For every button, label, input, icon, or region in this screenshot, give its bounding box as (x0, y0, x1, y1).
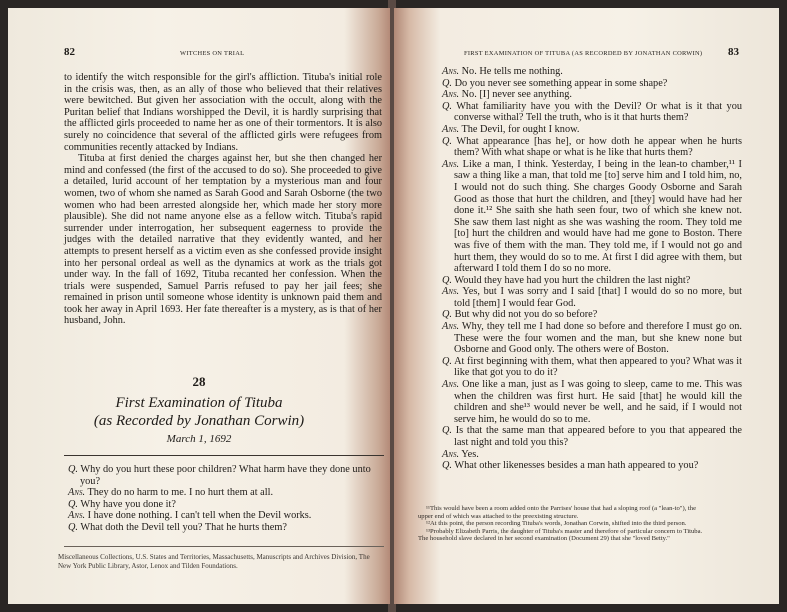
footnote: ¹²At this point, the person recording Tituba's words, Jonathan Corwin, shifted into the third person. (426, 520, 687, 528)
speaker-label: Ans. (442, 66, 460, 77)
right-exchanges (442, 66, 742, 472)
speaker-label: Ans. (68, 487, 86, 499)
speaker-label: Q. (442, 135, 453, 147)
exchange (442, 286, 742, 309)
chapter-title (8, 394, 390, 430)
speaker-label: Q. (442, 274, 453, 286)
speaker-label: Ans. (442, 123, 460, 135)
speaker-label: Ans. (442, 158, 460, 170)
chapter-title-line: (as Recorded by Jonathan Corwin) (93, 413, 305, 429)
left-exchanges (68, 464, 382, 534)
exchange-text: They do no harm to me. I no hurt them at all. (87, 487, 274, 499)
chapter-title-line: First Examination of Tituba (115, 395, 283, 411)
exchange (442, 460, 742, 472)
exchange (442, 124, 742, 136)
speaker-label: Ans. (68, 510, 86, 522)
exchange (442, 356, 742, 379)
exchange-text: What appearance [has he], or how doth he appear when he hurts them? With what shape or what is he like that hurts them? (454, 135, 742, 159)
exchange (442, 136, 742, 159)
speaker-label: Q. (68, 521, 79, 533)
exchange-text: Why do you hurt these poor children? What harm have they done unto you? (80, 464, 371, 487)
speaker-label: Ans. (442, 89, 460, 101)
exchange-text: No. He tells me nothing. (461, 66, 563, 77)
exchange-text: Is that the same man that appeared before to you that appeared the last night and told you this? (454, 425, 742, 448)
speaker-label: Q. (442, 100, 453, 112)
exchange (442, 275, 742, 287)
exchange (68, 510, 382, 522)
paragraph: Tituba at first denied the charges against her, but she then changed her mind and confessed (the first of the accused to do so). She proceeded to give a detailed, lurid account of her temptation by a mysterious man and four women, two of whom she named as Sarah Good and Sarah Osborne (the two women who had been arrested alongside her, which made her story more plausible). She did not name anyone else as a fellow witch. Tituba's rapid surrender under interrogation, her subsequent eagerness to provide the judges with the detailed narrative that they evidently wanted, and her attempts to present herself as a victim even as she confessed provide insight into her personal ordeal as well as the dynamics at work as the trials got under way. In the fall of 1692, Tituba recanted her confession. When the trials were suspended, Samuel Parris refused to pay her jail fees; she remained in prison until someone whose identity is unknown paid them and took her away in April 1693. Her fate thereafter is a mystery, as is that of her husband, John. (64, 153, 382, 327)
speaker-label: Q. (442, 460, 453, 472)
credit-rule (64, 546, 384, 547)
exchange-text: No. [I] never see anything. (461, 89, 572, 101)
exchange-text: The Devil, for ought I know. (461, 123, 580, 135)
exchange (442, 309, 742, 321)
right-page (394, 8, 779, 604)
speaker-label: Q. (442, 77, 453, 89)
section-rule (64, 455, 384, 456)
exchange (442, 449, 742, 461)
left-page (8, 8, 390, 604)
left-body-text (64, 72, 382, 327)
footnotes (418, 505, 708, 543)
exchange (68, 464, 382, 487)
exchange-text: But why did not you do so before? (454, 309, 598, 321)
exchange (442, 379, 742, 425)
exchange (68, 487, 382, 499)
speaker-label: Ans. (442, 379, 460, 391)
exchange (442, 66, 742, 78)
exchange (442, 321, 742, 356)
exchange (442, 425, 742, 448)
exchange-text: Would they have had you hurt the children the last night? (454, 274, 691, 286)
exchange-text: One like a man, just as I was going to sleep, came to me. This was when the children was first hurt. He said [that] he would kill the children and she¹³ would never be well, and he said, if I would not serve him, he would do so to me. (454, 379, 742, 425)
exchange-text: At first beginning with them, what then appeared to you? What was it like that got you to do it? (454, 355, 742, 379)
exchange (442, 89, 742, 101)
exchange-text: Why have you done it? (80, 498, 176, 510)
speaker-label: Q. (442, 309, 453, 321)
running-head: FIRST EXAMINATION OF TITUBA (AS RECORDED BY JONATHAN CORWIN) (464, 50, 703, 57)
speaker-label: Ans. (442, 321, 460, 333)
exchange (68, 499, 382, 511)
exchange-text: Yes. (461, 448, 479, 460)
exchange (68, 522, 382, 534)
speaker-label: Q. (442, 425, 453, 437)
exchange (442, 101, 742, 124)
footnote: ¹¹This would have been a room added onto the Parrises' house that had a sloping roof (a "lean-to"), the upper end of which was attached to the preexisting structure. (418, 505, 696, 520)
speaker-label: Q. (68, 498, 79, 510)
speaker-label: Ans. (442, 448, 460, 460)
exchange-text: What familiarity have you with the Devil? Or what is it that you converse withal? Tell the truth, who is it that hurts them? (454, 100, 742, 124)
running-head: WITCHES ON TRIAL (180, 50, 245, 57)
speaker-label: Q. (68, 464, 79, 475)
exchange (442, 78, 742, 90)
exchange-text: What other likenesses besides a man hath appeared to you? (454, 460, 699, 472)
exchange-text: Like a man, I think. Yesterday, I being in the lean-to chamber,¹¹ I saw a thing like a man, that told me [to] serve him and I told him, no, I would not do such thing. She charges Goody Osborne and Sarah Good as those that hurt the children, and [they] would have had her done it.¹² She saith she hath seen four, two of which she knew not. She saw them last night as she was washing the room. They told me [to] hurt the children and would have had me gone to Boston. There was five of them with the man. They told me, if I would not go and hurt them, they would do so to me. At first I did agree with them, but afterward I told them I do so no more. (454, 158, 742, 275)
paragraph: to identify the witch responsible for the girl's affliction. Tituba's initial role in the crisis was, then, as an ally of those who believed that their relatives were bewitched. But given her association with the occult, along with the Puritan belief that Indians worshipped the Devil, it is hardly surprising that the afflicted girls proceeded to name her as one of their tormentors. It is also surely no coincidence that several of the afflicted girls were refugees from communities recently attacked by Indians. (64, 72, 382, 153)
chapter-number: 28 (192, 374, 206, 389)
speaker-label: Ans. (442, 286, 460, 298)
speaker-label: Q. (442, 355, 453, 367)
page-number: 83 (728, 46, 739, 58)
page-number: 82 (64, 46, 75, 58)
source-credit: Miscellaneous Collections, U.S. States and Territories, Massachusetts, Manuscripts and Archives Division, The New York Public Library, Astor, Lenox and Tilden Foundations. (58, 553, 370, 570)
exchange (442, 159, 742, 275)
footnote: ¹³Probably Elizabeth Parris, the daughter of Tituba's master and therefore of particular concern to Tituba. The household slave declared in her second examination (Document 29) that she "loved Betty." (418, 527, 703, 543)
exchange-text: Why, they tell me I had done so before and therefore I must go on. These were the four women and the man, but she knew none but Osborne and Good only. The others were of Boston. (454, 321, 743, 356)
exchange-text: Yes, but I was sorry and I said [that] I would do so no more, but told [them] I would fear God. (454, 286, 742, 309)
exchange-text: Do you never see something appear in some shape? (454, 77, 668, 89)
exchange-text: What doth the Devil tell you? That he hurts them? (80, 521, 287, 533)
chapter-date: March 1, 1692 (166, 433, 232, 445)
exchange-text: I have done nothing. I can't tell when the Devil works. (87, 510, 312, 522)
